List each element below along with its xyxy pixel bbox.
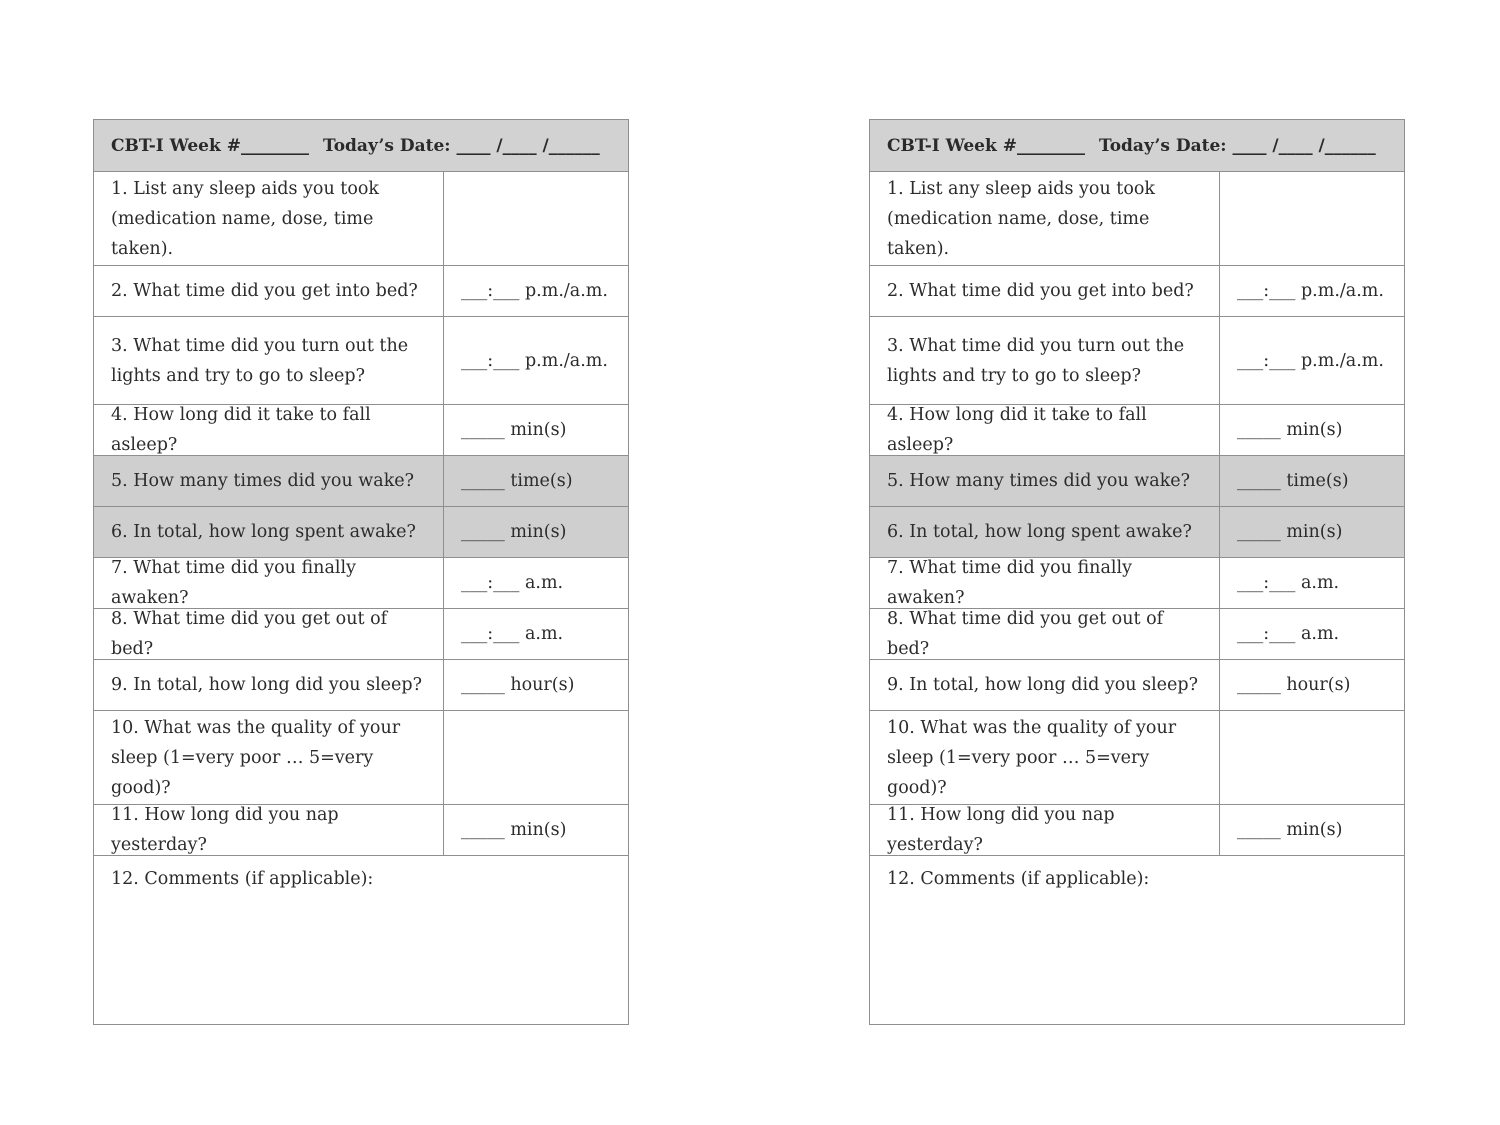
question-label: 8. What time did you get out of bed? [870, 609, 1220, 659]
question-label: 3. What time did you turn out the lights and try to go to sleep? [870, 317, 1220, 404]
question-label: 7. What time did you finally awaken? [94, 558, 444, 608]
form-row [870, 711, 1404, 805]
todays-date-field[interactable]: Today’s Date: ____ /____ /______ [323, 135, 600, 156]
todays-date-field[interactable]: Today’s Date: ____ /____ /______ [1099, 135, 1376, 156]
answer-field[interactable]: ___:___ p.m./a.m. [461, 281, 608, 301]
form-row-shaded [870, 507, 1404, 558]
question-label: 5. How many times did you wake? [94, 456, 444, 506]
answer-field[interactable]: ___:___ p.m./a.m. [1237, 281, 1384, 301]
answer-field[interactable]: ___:___ a.m. [1237, 573, 1340, 593]
question-label: 9. In total, how long did you sleep? [94, 660, 444, 710]
form-row [870, 660, 1404, 711]
form-header [870, 120, 1404, 172]
answer-field[interactable] [444, 711, 628, 804]
question-label: 2. What time did you get into bed? [870, 266, 1220, 316]
form-row [94, 558, 628, 609]
answer-field[interactable]: _____ min(s) [461, 820, 567, 840]
question-label: 11. How long did you nap yesterday? [94, 805, 444, 855]
question-label: 3. What time did you turn out the lights and try to go to sleep? [94, 317, 444, 404]
answer-field[interactable] [1220, 172, 1404, 265]
answer-field[interactable]: _____ min(s) [461, 420, 567, 440]
form-row [870, 266, 1404, 317]
question-label: 4. How long did it take to fall asleep? [870, 405, 1220, 455]
question-label: 5. How many times did you wake? [870, 456, 1220, 506]
form-row [94, 805, 628, 856]
answer-field[interactable]: _____ min(s) [461, 522, 567, 542]
question-label: 9. In total, how long did you sleep? [870, 660, 1220, 710]
question-label: 1. List any sleep aids you took (medication name, dose, time taken). [870, 172, 1220, 265]
form-row [870, 805, 1404, 856]
form-row [870, 558, 1404, 609]
form-row [94, 660, 628, 711]
answer-field[interactable]: _____ time(s) [461, 471, 573, 491]
form-row-shaded [94, 507, 628, 558]
question-label: 6. In total, how long spent awake? [94, 507, 444, 557]
form-row [94, 317, 628, 405]
question-label: 11. How long did you nap yesterday? [870, 805, 1220, 855]
answer-field[interactable]: _____ min(s) [1237, 420, 1343, 440]
form-row [94, 405, 628, 456]
answer-field[interactable]: ___:___ a.m. [1237, 624, 1340, 644]
sleep-diary-form-right [869, 119, 1405, 1025]
week-number-field[interactable]: CBT-I Week #________ [887, 135, 1085, 156]
form-row-shaded [870, 456, 1404, 507]
form-row [870, 172, 1404, 266]
answer-field[interactable]: ___:___ a.m. [461, 624, 564, 644]
answer-field[interactable]: ___:___ p.m./a.m. [1237, 350, 1384, 371]
answer-field[interactable]: _____ min(s) [1237, 522, 1343, 542]
form-row [870, 609, 1404, 660]
answer-field[interactable]: _____ hour(s) [1237, 675, 1351, 695]
form-row [94, 609, 628, 660]
comments-field[interactable]: 12. Comments (if applicable): [887, 869, 1150, 889]
question-label: 10. What was the quality of your sleep (1=very poor … 5=very good)? [870, 711, 1220, 804]
form-row [94, 266, 628, 317]
question-label: 7. What time did you finally awaken? [870, 558, 1220, 608]
question-label: 8. What time did you get out of bed? [94, 609, 444, 659]
form-row [94, 172, 628, 266]
answer-field[interactable]: ___:___ p.m./a.m. [461, 350, 608, 371]
sleep-diary-form-left [93, 119, 629, 1025]
answer-field[interactable]: _____ hour(s) [461, 675, 575, 695]
question-label: 10. What was the quality of your sleep (1=very poor … 5=very good)? [94, 711, 444, 804]
form-row [870, 405, 1404, 456]
comments-field[interactable]: 12. Comments (if applicable): [111, 869, 374, 889]
form-row [94, 711, 628, 805]
answer-field[interactable]: _____ time(s) [1237, 471, 1349, 491]
answer-field[interactable]: _____ min(s) [1237, 820, 1343, 840]
answer-field[interactable] [1220, 711, 1404, 804]
answer-field[interactable] [444, 172, 628, 265]
question-label: 4. How long did it take to fall asleep? [94, 405, 444, 455]
question-label: 2. What time did you get into bed? [94, 266, 444, 316]
form-row [870, 317, 1404, 405]
answer-field[interactable]: ___:___ a.m. [461, 573, 564, 593]
form-row-shaded [94, 456, 628, 507]
form-header [94, 120, 628, 172]
week-number-field[interactable]: CBT-I Week #________ [111, 135, 309, 156]
question-label: 1. List any sleep aids you took (medication name, dose, time taken). [94, 172, 444, 265]
question-label: 6. In total, how long spent awake? [870, 507, 1220, 557]
